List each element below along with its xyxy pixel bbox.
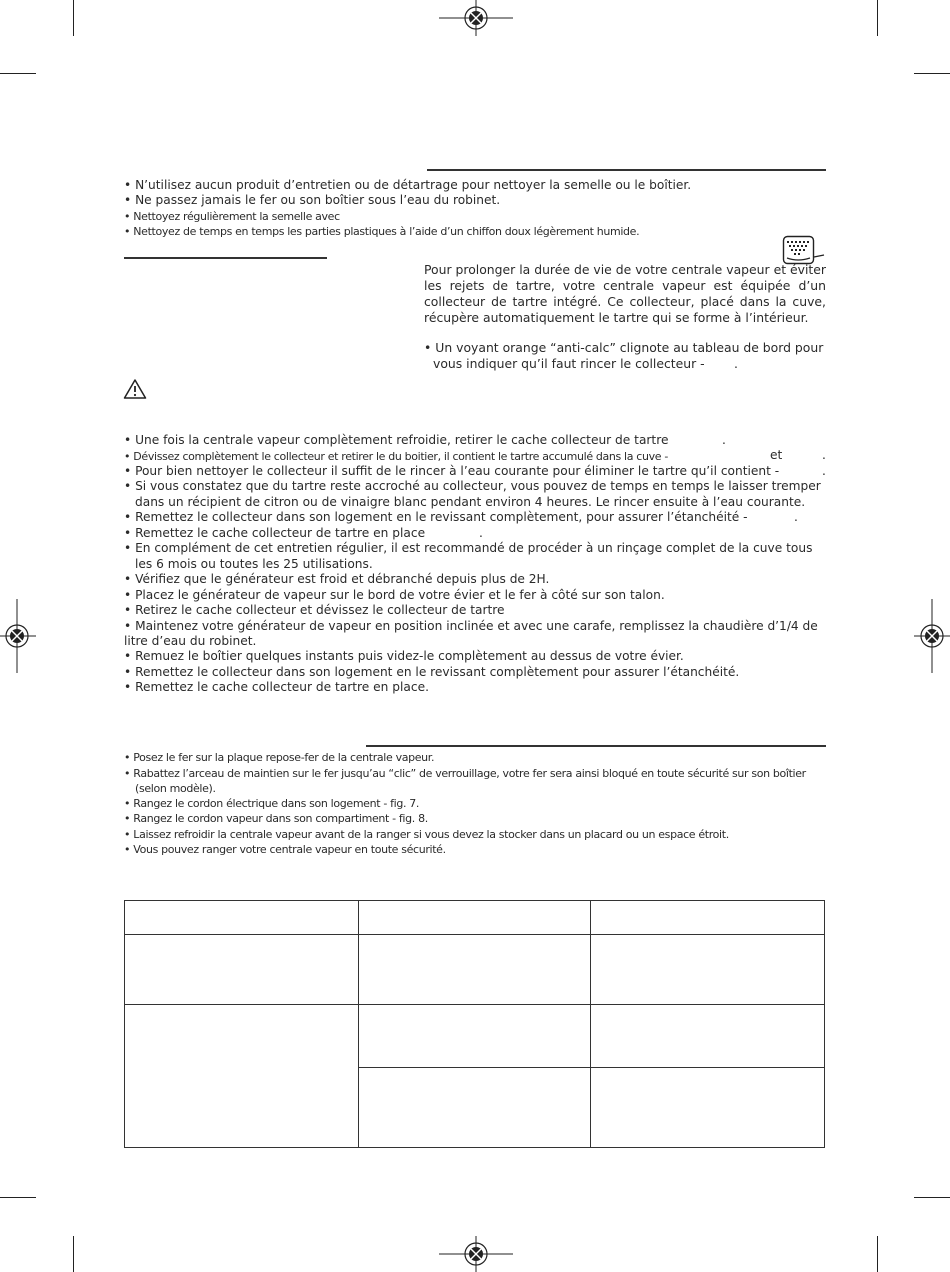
storage-bullet: (selon modèle). (135, 782, 216, 795)
scale-step: • Une fois la centrale vapeur complètement refroidie, retirer le cache collecteur de tartre (124, 433, 669, 447)
scale-step: • Remettez le collecteur dans son logement en le revissant complètement, pour assurer l’étanchéité - (124, 510, 748, 524)
table-cell (125, 1005, 359, 1148)
crop-mark (914, 1197, 950, 1198)
warning-triangle-icon (123, 378, 147, 400)
scale-step: • Retirez le cache collecteur et dévissez le collecteur de tartre (124, 603, 505, 617)
troubleshooting-table (124, 900, 825, 1148)
figure-ref-end: . (822, 464, 826, 478)
table-cell (358, 1005, 591, 1068)
registration-crosshair-icon (439, 1236, 513, 1272)
registration-crosshair-icon (0, 599, 36, 673)
scale-step: • Vérifiez que le générateur est froid et débranché depuis plus de 2H. (124, 572, 550, 586)
table-cell (591, 935, 825, 1005)
table-row (125, 935, 825, 1005)
cleaning-bullet: • N’utilisez aucun produit d’entretien ou de détartrage pour nettoyer la semelle ou le boîtier. (124, 178, 692, 192)
scale-step: • Placez le générateur de vapeur sur le bord de votre évier et le fer à côté sur son talon. (124, 588, 665, 602)
storage-bullet: • Laissez refroidir la centrale vapeur avant de la ranger si vous devez la stocker dans un placard ou un espace étroit. (124, 828, 729, 841)
table-cell (591, 1068, 825, 1148)
crop-mark (73, 0, 74, 36)
scale-step: • Dévissez complètement le collecteur et retirer le du boitier, il contient le tartre accumulé dans la cuve - (124, 450, 668, 463)
table-cell (358, 935, 591, 1005)
storage-bullet: • Posez le fer sur la plaque repose-fer de la centrale vapeur. (124, 751, 435, 764)
table-cell (125, 935, 359, 1005)
figure-ref-end: . (734, 356, 738, 371)
anti-calc-indicator-text: • Un voyant orange “anti-calc” clignote au tableau de bord pour (424, 340, 824, 355)
figure-ref-end: . (822, 448, 826, 462)
table-cell (125, 901, 359, 935)
cleaning-bullet: • Nettoyez régulièrement la semelle avec (124, 210, 340, 223)
crop-mark (0, 1197, 36, 1198)
storage-bullet: • Vous pouvez ranger votre centrale vapeur en toute sécurité. (124, 843, 446, 856)
scale-step: • Pour bien nettoyer le collecteur il suffit de le rincer à l’eau courante pour éliminer le tartre qu’il contient - (124, 464, 780, 478)
scale-step: • Si vous constatez que du tartre reste accroché au collecteur, vous pouvez de temps en temps le laisser tremper (124, 479, 821, 493)
anti-calc-indicator-text: vous indiquer qu’il faut rincer le collecteur - (433, 356, 705, 371)
scale-step: les 6 mois ou toutes les 25 utilisations. (135, 557, 373, 571)
table-cell (358, 901, 591, 935)
scale-step: • Remuez le boîtier quelques instants puis videz-le complètement au dessus de votre évier. (124, 649, 684, 663)
section-rule (427, 169, 826, 171)
scale-step: • Remettez le cache collecteur de tartre en place (124, 526, 426, 540)
registration-crosshair-icon (439, 0, 513, 36)
table-header-row (125, 901, 825, 935)
crop-mark (877, 0, 878, 36)
scale-step: • Maintenez votre générateur de vapeur en position inclinée et avec une carafe, remplissez la chaudière d’1/4 de (124, 619, 818, 633)
storage-bullet: • Rabattez l’arceau de maintien sur le fer jusqu’au “clic” de verrouillage, votre fer sera ainsi bloqué en toute sécurité sur son boîtier (124, 767, 806, 780)
scale-step: dans un récipient de citron ou de vinaigre blanc pendant environ 4 heures. Le rincer ensuite à l’eau courante. (135, 495, 806, 509)
storage-bullet: • Rangez le cordon vapeur dans son compartiment - fig. 8. (124, 812, 428, 825)
figure-ref-end: . (479, 526, 483, 540)
crop-mark (0, 73, 36, 74)
scale-intro-paragraph: Pour prolonger la durée de vie de votre centrale vapeur et éviter les rejets de tartre, votre centrale vapeur est équipée d’un collecteur de tartre intégré. Ce collecteur, placé dans la cuve, récupère automatiquement le tartre qui se forme à l’intérieur. (424, 262, 826, 325)
scale-step: litre d’eau du robinet. (124, 634, 257, 648)
crop-mark (877, 1236, 878, 1272)
crop-mark (73, 1236, 74, 1272)
table-row (125, 1005, 825, 1068)
figure-ref-end: . (794, 510, 798, 524)
registration-crosshair-icon (914, 599, 950, 673)
section-rule (124, 257, 327, 259)
crop-mark (914, 73, 950, 74)
table-cell (591, 1005, 825, 1068)
section-rule (366, 745, 826, 747)
figure-ref-and: et (770, 448, 783, 462)
table-cell (591, 901, 825, 935)
storage-bullet: • Rangez le cordon électrique dans son logement - fig. 7. (124, 797, 420, 810)
cleaning-bullet: • Nettoyez de temps en temps les parties plastiques à l’aide d’un chiffon doux légèrement humide. (124, 225, 640, 238)
cleaning-bullet: • Ne passez jamais le fer ou son boîtier sous l’eau du robinet. (124, 193, 501, 207)
figure-ref-end: . (722, 433, 726, 447)
scale-step: • Remettez le cache collecteur de tartre en place. (124, 680, 429, 694)
scale-step: • En complément de cet entretien régulier, il est recommandé de procéder à un rinçage complet de la cuve tous (124, 541, 813, 555)
table-cell (358, 1068, 591, 1148)
scale-step: • Remettez le collecteur dans son logement en le revissant complètement pour assurer l’étanchéité. (124, 665, 740, 679)
